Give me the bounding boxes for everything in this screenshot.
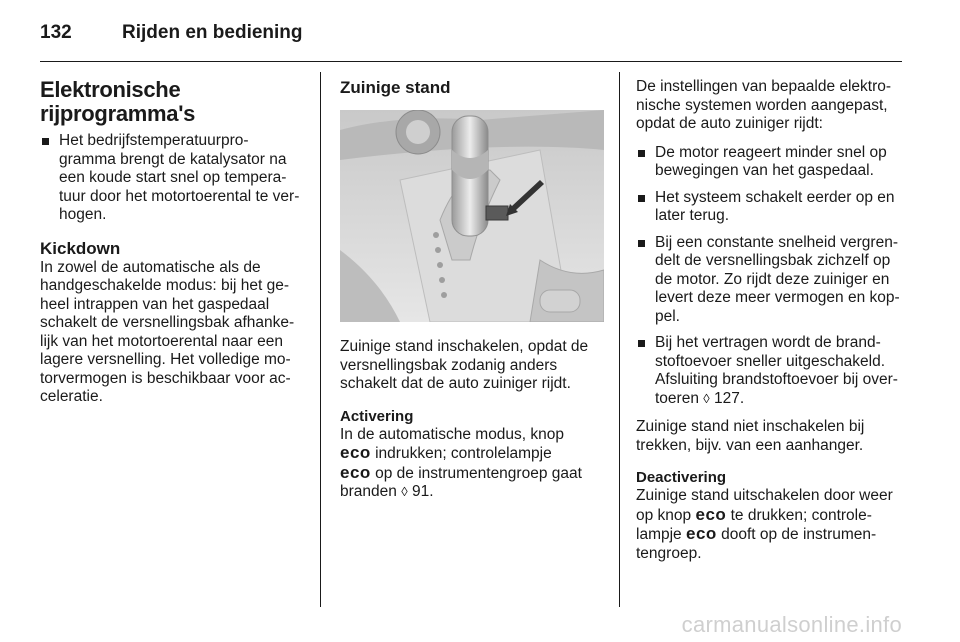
page-number: 132 [40,22,72,43]
page-reference-icon: ◊ [703,390,710,406]
list-item [636,144,904,181]
page-reference-icon: ◊ [401,484,408,499]
column-3 [636,78,904,577]
square-bullet-icon [638,240,645,247]
activation-text [340,426,604,502]
square-bullet-icon [638,340,645,347]
heading-line-2: rijprogramma's [40,101,196,126]
eco-button-icon: eco [695,504,727,524]
heading-line-1: Elektronische [40,77,181,102]
settings-intro-text: De instellingen van bepaalde elektro- nische systemen worden aangepast, opdat de auto zuiniger rijdt: [636,78,892,132]
activation-text-part: op de instrumentengroep gaat branden [340,464,582,500]
eco-indicator-icon: eco [685,524,717,543]
column-divider-2 [619,72,620,607]
eco-button-icon: eco [340,443,371,462]
section-heading-eco-mode: Zuinige stand [340,78,451,97]
eco-indicator-icon: eco [340,462,371,482]
list-item-text: Bij een constante snelheid vergren- delt de versnellingsbak zichzelf op de motor. Zo rijdt deze zuiniger en levert deze meer vermogen en kop- pel. [655,233,900,325]
towing-note: Zuinige stand niet inschakelen bij trekken, bijv. van een aanhanger. [636,418,865,454]
column-divider-1 [320,72,321,607]
page-reference: 127. [714,389,745,407]
deactivation-text-part: Zuinige stand uitschakelen door weer op knop [636,487,893,524]
kickdown-text: In zowel de automatische als de handgeschakelde modus: bij het ge- heel intrappen van het gaspedaal schakelt de versnellingsbak afhanke- lijk van het motortoerental naar een lagere versnelling. Het volledige mo- torvermogen is beschikbaar voor ac- celeratie. [40,258,295,405]
list-item [40,132,308,225]
column-1 [40,78,308,421]
programs-list [40,132,308,225]
chapter-title: Rijden en bediening [122,22,303,43]
eco-effects-list [636,144,904,409]
deactivation-heading: Deactivering [636,469,727,486]
list-item-text: Bij het vertragen wordt de brand- stoftoevoer sneller uitgeschakeld. Afsluiting brandstoftoevoer bij over- toeren [655,334,898,407]
activation-heading: Activering [340,407,414,425]
activation-text-part: In de automatische modus, knop [340,425,565,443]
header-rule [40,61,902,62]
deactivation-text-part: te drukken; controle- lampje [636,506,872,543]
list-item [636,189,904,226]
square-bullet-icon [42,138,49,145]
activation-text-part: indrukken; controlelampje [375,445,552,462]
square-bullet-icon [638,150,645,157]
square-bullet-icon [638,195,645,202]
deactivation-text [636,487,904,563]
kickdown-heading: Kickdown [40,238,121,258]
list-item [636,334,904,408]
column-2 [340,78,604,516]
gear-selector-illustration [340,110,604,322]
section-heading-programs [40,78,308,126]
list-item-text: De motor reageert minder snel op bewegingen van het gaspedaal. [655,143,887,179]
list-item [636,234,904,327]
list-item-text: Het systeem schakelt eerder op en later terug. [655,188,895,224]
page-reference: 91. [411,483,434,500]
list-item-text: Het bedrijfstemperatuurpro- gramma brengt de katalysator na een koude start snel op tempera- tuur door het motortoerental te ver- hogen. [59,132,300,223]
watermark: carmanualsonline.info [681,612,902,637]
deactivation-text-part: dooft op de instrumen- tengroep. [636,526,877,562]
eco-intro-text: Zuinige stand inschakelen, opdat de versnellingsbak zodanig anders schakelt dat de auto zuiniger rijdt. [340,338,589,392]
gear-selector-photo [340,110,604,322]
page-header [40,18,303,48]
